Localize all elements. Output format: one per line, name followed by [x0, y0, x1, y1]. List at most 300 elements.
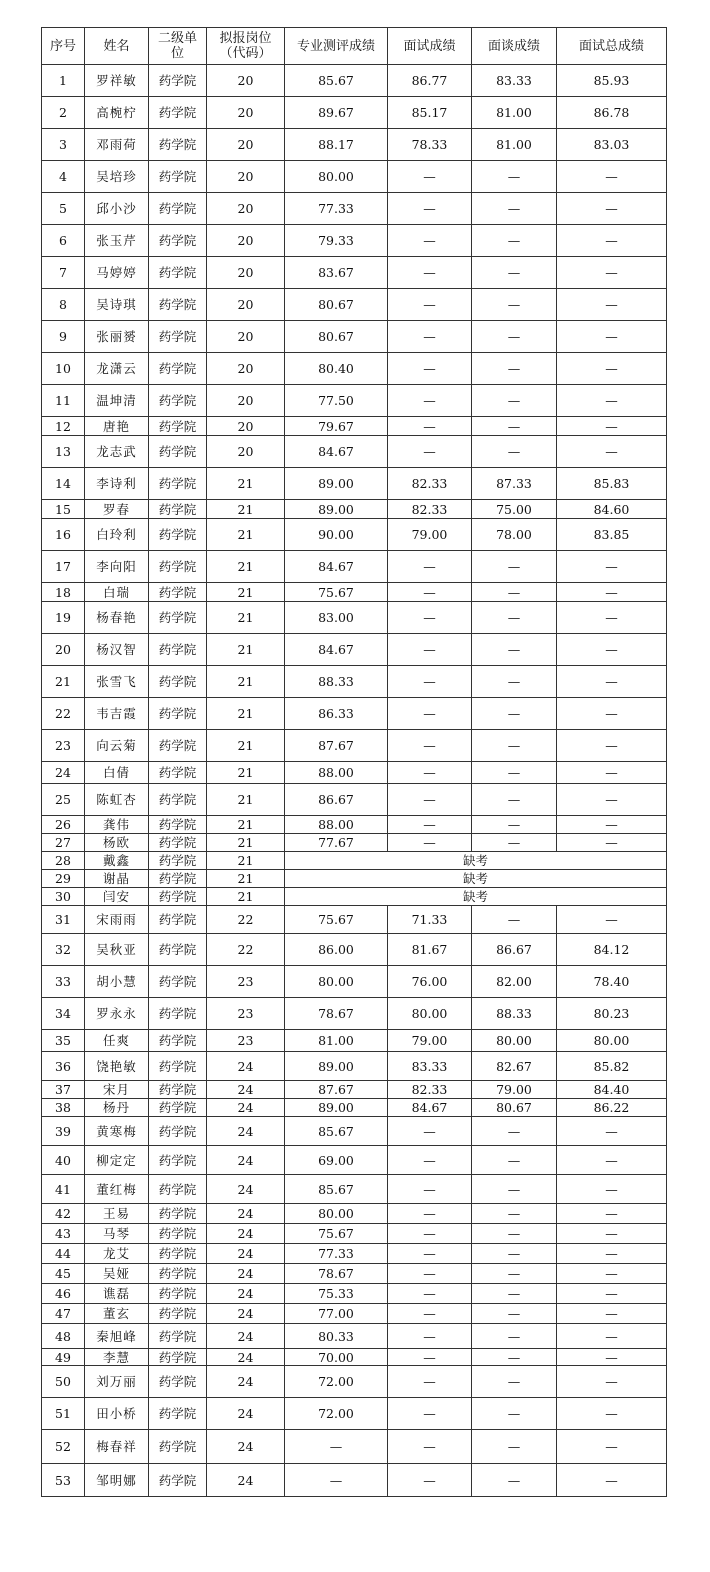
table-row [42, 1304, 667, 1324]
interview-score-cell: — [388, 1430, 472, 1464]
name-cell: 罗春 [85, 500, 149, 519]
unit-cell: 药学院 [149, 225, 207, 257]
unit-cell: 药学院 [149, 1430, 207, 1464]
total-score-cell: — [557, 1146, 667, 1175]
talk-score-cell: — [472, 1304, 557, 1324]
interview-score-cell: — [388, 1324, 472, 1349]
table-row [42, 551, 667, 583]
total-score-cell: — [557, 1264, 667, 1284]
unit-cell: 药学院 [149, 500, 207, 519]
talk-score-cell: — [472, 417, 557, 436]
interview-score-cell: — [388, 634, 472, 666]
unit-cell: 药学院 [149, 816, 207, 834]
professional-score-cell: 78.67 [285, 1264, 388, 1284]
professional-score-cell: 86.00 [285, 934, 388, 966]
professional-score-cell: 77.33 [285, 193, 388, 225]
interview-score-cell: — [388, 161, 472, 193]
name-cell: 白瑞 [85, 583, 149, 602]
table-row [42, 225, 667, 257]
absent-cell: 缺考 [285, 852, 667, 870]
row-number-cell: 25 [42, 784, 85, 816]
unit-cell: 药学院 [149, 1464, 207, 1497]
interview-score-cell: — [388, 784, 472, 816]
professional-score-cell: 80.00 [285, 966, 388, 998]
post-code-cell: 24 [207, 1244, 285, 1264]
total-score-cell: — [557, 1304, 667, 1324]
post-code-cell: 20 [207, 225, 285, 257]
table-row [42, 698, 667, 730]
table-row [42, 762, 667, 784]
unit-cell: 药学院 [149, 1099, 207, 1117]
post-code-cell: 24 [207, 1224, 285, 1244]
unit-cell: 药学院 [149, 1324, 207, 1349]
interview-score-cell: — [388, 1175, 472, 1204]
unit-cell: 药学院 [149, 193, 207, 225]
unit-cell: 药学院 [149, 519, 207, 551]
interview-score-cell: — [388, 583, 472, 602]
post-code-cell: 24 [207, 1052, 285, 1081]
table-row [42, 257, 667, 289]
interview-score-cell: 78.33 [388, 129, 472, 161]
row-number-cell: 30 [42, 888, 85, 906]
talk-score-cell: 87.33 [472, 468, 557, 500]
professional-score-cell: 87.67 [285, 1081, 388, 1099]
unit-cell: 药学院 [149, 551, 207, 583]
row-number-cell: 21 [42, 666, 85, 698]
name-cell: 龙艾 [85, 1244, 149, 1264]
interview-score-cell: 82.33 [388, 1081, 472, 1099]
post-code-cell: 24 [207, 1264, 285, 1284]
total-score-cell: — [557, 1349, 667, 1366]
post-code-cell: 24 [207, 1398, 285, 1430]
table-row [42, 1464, 667, 1497]
post-code-cell: 21 [207, 834, 285, 852]
row-number-cell: 6 [42, 225, 85, 257]
row-number-cell: 28 [42, 852, 85, 870]
table-row [42, 1398, 667, 1430]
total-score-cell: 84.40 [557, 1081, 667, 1099]
header-post-line1: 拟报岗位 [219, 31, 272, 46]
total-score-cell: — [557, 1175, 667, 1204]
talk-score-cell: — [472, 257, 557, 289]
interview-score-cell: — [388, 1204, 472, 1224]
professional-score-cell: 75.67 [285, 906, 388, 934]
table-row [42, 289, 667, 321]
professional-score-cell: 80.33 [285, 1324, 388, 1349]
name-cell: 温坤清 [85, 385, 149, 417]
post-code-cell: 20 [207, 417, 285, 436]
unit-cell: 药学院 [149, 1052, 207, 1081]
table-row [42, 353, 667, 385]
talk-score-cell: 83.33 [472, 65, 557, 97]
unit-cell: 药学院 [149, 870, 207, 888]
post-code-cell: 21 [207, 551, 285, 583]
row-number-cell: 8 [42, 289, 85, 321]
total-score-cell: — [557, 551, 667, 583]
post-code-cell: 24 [207, 1349, 285, 1366]
row-number-cell: 46 [42, 1284, 85, 1304]
table-body [42, 65, 667, 1497]
talk-score-cell: — [472, 1146, 557, 1175]
talk-score-cell: — [472, 385, 557, 417]
total-score-cell: — [557, 634, 667, 666]
row-number-cell: 15 [42, 500, 85, 519]
interview-score-cell: — [388, 602, 472, 634]
total-score-cell: 84.60 [557, 500, 667, 519]
table-row [42, 870, 667, 888]
interview-score-cell: 80.00 [388, 998, 472, 1030]
professional-score-cell: 84.67 [285, 436, 388, 468]
header-talk: 面谈成绩 [472, 28, 557, 65]
unit-cell: 药学院 [149, 468, 207, 500]
post-code-cell: 20 [207, 97, 285, 129]
name-cell: 吴诗琪 [85, 289, 149, 321]
unit-cell: 药学院 [149, 1204, 207, 1224]
name-cell: 秦旭峰 [85, 1324, 149, 1349]
talk-score-cell: — [472, 602, 557, 634]
professional-score-cell: 75.67 [285, 583, 388, 602]
total-score-cell: — [557, 1224, 667, 1244]
row-number-cell: 50 [42, 1366, 85, 1398]
interview-score-cell: 81.67 [388, 934, 472, 966]
name-cell: 黄寒梅 [85, 1117, 149, 1146]
unit-cell: 药学院 [149, 97, 207, 129]
total-score-cell: — [557, 906, 667, 934]
talk-score-cell: — [472, 1117, 557, 1146]
unit-cell: 药学院 [149, 1030, 207, 1052]
interview-score-cell: 82.33 [388, 468, 472, 500]
professional-score-cell: 88.17 [285, 129, 388, 161]
professional-score-cell: 86.67 [285, 784, 388, 816]
professional-score-cell: 75.67 [285, 1224, 388, 1244]
row-number-cell: 31 [42, 906, 85, 934]
post-code-cell: 21 [207, 634, 285, 666]
name-cell: 杨丹 [85, 1099, 149, 1117]
talk-score-cell: — [472, 1366, 557, 1398]
table-row [42, 602, 667, 634]
interview-score-cell: — [388, 289, 472, 321]
table-row [42, 1349, 667, 1366]
unit-cell: 药学院 [149, 1244, 207, 1264]
table-row [42, 193, 667, 225]
table-row [42, 1324, 667, 1349]
table-row [42, 816, 667, 834]
talk-score-cell: — [472, 225, 557, 257]
professional-score-cell: 75.33 [285, 1284, 388, 1304]
talk-score-cell: 82.00 [472, 966, 557, 998]
row-number-cell: 45 [42, 1264, 85, 1284]
row-number-cell: 9 [42, 321, 85, 353]
talk-score-cell: — [472, 762, 557, 784]
name-cell: 宋月 [85, 1081, 149, 1099]
total-score-cell: — [557, 1244, 667, 1264]
post-code-cell: 20 [207, 321, 285, 353]
table-row [42, 934, 667, 966]
name-cell: 高椀柠 [85, 97, 149, 129]
total-score-cell: 84.12 [557, 934, 667, 966]
talk-score-cell: — [472, 436, 557, 468]
unit-cell: 药学院 [149, 1366, 207, 1398]
score-table [41, 27, 667, 1497]
total-score-cell: 85.82 [557, 1052, 667, 1081]
interview-score-cell: — [388, 1464, 472, 1497]
total-score-cell: 85.93 [557, 65, 667, 97]
row-number-cell: 53 [42, 1464, 85, 1497]
interview-score-cell: — [388, 225, 472, 257]
row-number-cell: 49 [42, 1349, 85, 1366]
post-code-cell: 20 [207, 129, 285, 161]
talk-score-cell: — [472, 161, 557, 193]
header-unit [149, 28, 207, 65]
total-score-cell: — [557, 730, 667, 762]
total-score-cell: — [557, 698, 667, 730]
header-unit-line2: 位 [170, 46, 184, 61]
header-total: 面试总成绩 [557, 28, 667, 65]
post-code-cell: 24 [207, 1117, 285, 1146]
header-no: 序号 [42, 28, 85, 65]
interview-score-cell: 79.00 [388, 519, 472, 551]
table-row [42, 1366, 667, 1398]
interview-score-cell: 76.00 [388, 966, 472, 998]
table-row [42, 1081, 667, 1099]
post-code-cell: 21 [207, 784, 285, 816]
talk-score-cell: — [472, 1264, 557, 1284]
professional-score-cell: — [285, 1430, 388, 1464]
header-prof: 专业测评成绩 [285, 28, 388, 65]
talk-score-cell: — [472, 666, 557, 698]
name-cell: 陈虹杏 [85, 784, 149, 816]
name-cell: 邓雨荷 [85, 129, 149, 161]
post-code-cell: 21 [207, 816, 285, 834]
total-score-cell: 80.23 [557, 998, 667, 1030]
unit-cell: 药学院 [149, 321, 207, 353]
total-score-cell: — [557, 193, 667, 225]
professional-score-cell: 80.00 [285, 1204, 388, 1224]
absent-cell: 缺考 [285, 870, 667, 888]
unit-cell: 药学院 [149, 161, 207, 193]
post-code-cell: 24 [207, 1464, 285, 1497]
row-number-cell: 5 [42, 193, 85, 225]
row-number-cell: 44 [42, 1244, 85, 1264]
professional-score-cell: 84.67 [285, 634, 388, 666]
post-code-cell: 24 [207, 1175, 285, 1204]
professional-score-cell: 72.00 [285, 1366, 388, 1398]
professional-score-cell: 85.67 [285, 1117, 388, 1146]
table-row [42, 784, 667, 816]
talk-score-cell: 75.00 [472, 500, 557, 519]
professional-score-cell: 72.00 [285, 1398, 388, 1430]
name-cell: 罗祥敏 [85, 65, 149, 97]
total-score-cell: 78.40 [557, 966, 667, 998]
talk-score-cell: — [472, 1244, 557, 1264]
row-number-cell: 33 [42, 966, 85, 998]
interview-score-cell: — [388, 321, 472, 353]
row-number-cell: 29 [42, 870, 85, 888]
total-score-cell: — [557, 436, 667, 468]
talk-score-cell: — [472, 1324, 557, 1349]
total-score-cell: — [557, 1117, 667, 1146]
table-row [42, 1030, 667, 1052]
interview-score-cell: — [388, 1349, 472, 1366]
unit-cell: 药学院 [149, 906, 207, 934]
talk-score-cell: — [472, 816, 557, 834]
professional-score-cell: 86.33 [285, 698, 388, 730]
post-code-cell: 21 [207, 583, 285, 602]
talk-score-cell: — [472, 193, 557, 225]
table-row [42, 966, 667, 998]
total-score-cell: — [557, 784, 667, 816]
table-row [42, 852, 667, 870]
talk-score-cell: — [472, 1224, 557, 1244]
row-number-cell: 22 [42, 698, 85, 730]
table-row [42, 65, 667, 97]
table-row [42, 1204, 667, 1224]
row-number-cell: 42 [42, 1204, 85, 1224]
name-cell: 马婷婷 [85, 257, 149, 289]
name-cell: 唐艳 [85, 417, 149, 436]
row-number-cell: 27 [42, 834, 85, 852]
total-score-cell: — [557, 602, 667, 634]
talk-score-cell: — [472, 353, 557, 385]
post-code-cell: 23 [207, 966, 285, 998]
professional-score-cell: 69.00 [285, 1146, 388, 1175]
name-cell: 李慧 [85, 1349, 149, 1366]
row-number-cell: 16 [42, 519, 85, 551]
total-score-cell: — [557, 666, 667, 698]
row-number-cell: 51 [42, 1398, 85, 1430]
name-cell: 董玄 [85, 1304, 149, 1324]
table-row [42, 666, 667, 698]
name-cell: 谯磊 [85, 1284, 149, 1304]
total-score-cell: — [557, 834, 667, 852]
professional-score-cell: 77.33 [285, 1244, 388, 1264]
unit-cell: 药学院 [149, 1349, 207, 1366]
header-interview: 面试成绩 [388, 28, 472, 65]
talk-score-cell: — [472, 834, 557, 852]
interview-score-cell: — [388, 436, 472, 468]
table-row [42, 1244, 667, 1264]
name-cell: 吴培珍 [85, 161, 149, 193]
post-code-cell: 20 [207, 193, 285, 225]
professional-score-cell: 89.67 [285, 97, 388, 129]
unit-cell: 药学院 [149, 436, 207, 468]
name-cell: 胡小慧 [85, 966, 149, 998]
table-row [42, 888, 667, 906]
post-code-cell: 21 [207, 666, 285, 698]
talk-score-cell: 82.67 [472, 1052, 557, 1081]
interview-score-cell: — [388, 1264, 472, 1284]
name-cell: 吴秋亚 [85, 934, 149, 966]
table-row [42, 1146, 667, 1175]
unit-cell: 药学院 [149, 762, 207, 784]
post-code-cell: 21 [207, 500, 285, 519]
unit-cell: 药学院 [149, 417, 207, 436]
row-number-cell: 3 [42, 129, 85, 161]
unit-cell: 药学院 [149, 784, 207, 816]
row-number-cell: 32 [42, 934, 85, 966]
total-score-cell: — [557, 225, 667, 257]
table-row [42, 1264, 667, 1284]
talk-score-cell: — [472, 1430, 557, 1464]
professional-score-cell: 83.00 [285, 602, 388, 634]
unit-cell: 药学院 [149, 129, 207, 161]
row-number-cell: 34 [42, 998, 85, 1030]
table-row [42, 161, 667, 193]
total-score-cell: — [557, 385, 667, 417]
talk-score-cell: — [472, 634, 557, 666]
professional-score-cell: 70.00 [285, 1349, 388, 1366]
table-row [42, 834, 667, 852]
talk-score-cell: — [472, 321, 557, 353]
row-number-cell: 47 [42, 1304, 85, 1324]
interview-score-cell: — [388, 1244, 472, 1264]
table-row [42, 321, 667, 353]
interview-score-cell: — [388, 1224, 472, 1244]
row-number-cell: 24 [42, 762, 85, 784]
professional-score-cell: 85.67 [285, 1175, 388, 1204]
talk-score-cell: — [472, 1398, 557, 1430]
row-number-cell: 14 [42, 468, 85, 500]
talk-score-cell: 81.00 [472, 129, 557, 161]
total-score-cell: 86.22 [557, 1099, 667, 1117]
talk-score-cell: — [472, 1175, 557, 1204]
row-number-cell: 40 [42, 1146, 85, 1175]
table-row [42, 634, 667, 666]
unit-cell: 药学院 [149, 698, 207, 730]
table-row [42, 583, 667, 602]
post-code-cell: 24 [207, 1081, 285, 1099]
row-number-cell: 1 [42, 65, 85, 97]
professional-score-cell: 85.67 [285, 65, 388, 97]
professional-score-cell: 77.67 [285, 834, 388, 852]
post-code-cell: 21 [207, 888, 285, 906]
post-code-cell: 20 [207, 353, 285, 385]
interview-score-cell: — [388, 417, 472, 436]
table-row [42, 1224, 667, 1244]
post-code-cell: 21 [207, 468, 285, 500]
interview-score-cell: — [388, 1146, 472, 1175]
interview-score-cell: — [388, 730, 472, 762]
table-row [42, 1284, 667, 1304]
row-number-cell: 38 [42, 1099, 85, 1117]
row-number-cell: 4 [42, 161, 85, 193]
unit-cell: 药学院 [149, 602, 207, 634]
total-score-cell: — [557, 762, 667, 784]
professional-score-cell: 89.00 [285, 1099, 388, 1117]
post-code-cell: 21 [207, 698, 285, 730]
talk-score-cell: — [472, 1284, 557, 1304]
row-number-cell: 2 [42, 97, 85, 129]
professional-score-cell: 88.00 [285, 762, 388, 784]
professional-score-cell: 88.33 [285, 666, 388, 698]
interview-score-cell: — [388, 1366, 472, 1398]
row-number-cell: 37 [42, 1081, 85, 1099]
interview-score-cell: — [388, 698, 472, 730]
total-score-cell: 85.83 [557, 468, 667, 500]
interview-score-cell: — [388, 353, 472, 385]
professional-score-cell: 87.67 [285, 730, 388, 762]
name-cell: 张玉芹 [85, 225, 149, 257]
talk-score-cell: 80.00 [472, 1030, 557, 1052]
table-row [42, 1117, 667, 1146]
name-cell: 刘万丽 [85, 1366, 149, 1398]
professional-score-cell: 90.00 [285, 519, 388, 551]
row-number-cell: 17 [42, 551, 85, 583]
row-number-cell: 39 [42, 1117, 85, 1146]
post-code-cell: 20 [207, 385, 285, 417]
unit-cell: 药学院 [149, 1081, 207, 1099]
talk-score-cell: — [472, 1204, 557, 1224]
